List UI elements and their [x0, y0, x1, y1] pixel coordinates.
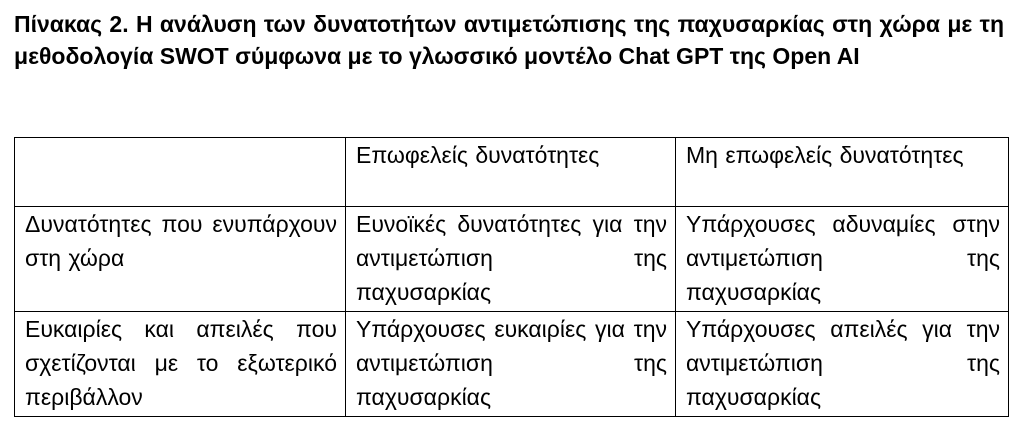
beneficial-cell: Ευνοϊκές δυνατότητες για την αντιμετώπιση της παχυσαρκίας	[346, 207, 676, 312]
swot-table	[14, 137, 1009, 417]
table-row	[15, 312, 1009, 417]
header-non-beneficial-cell: Μη επωφελείς δυνατότητες	[676, 138, 1009, 207]
table-row	[15, 207, 1009, 312]
table-caption: Πίνακας 2. Η ανάλυση των δυνατοτήτων αντιμετώπισης της παχυσαρκίας στη χώρα με τη μεθοδολογία SWOT σύμφωνα με το γλωσσικό μοντέλο Chat GPT της Open AI	[14, 11, 1004, 69]
table-header-row	[15, 138, 1009, 207]
beneficial-cell: Υπάρχουσες ευκαιρίες για την αντιμετώπιση της παχυσαρκίας	[346, 312, 676, 417]
non-beneficial-cell: Υπάρχουσες αδυναμίες στην αντιμετώπιση της παχυσαρκίας	[676, 207, 1009, 312]
non-beneficial-cell: Υπάρχουσες απειλές για την αντιμετώπιση της παχυσαρκίας	[676, 312, 1009, 417]
row-label-cell: Δυνατότητες που ενυπάρχουν στη χώρα	[15, 207, 346, 312]
header-corner-cell	[15, 138, 346, 207]
row-label-cell: Ευκαιρίες και απειλές που σχετίζονται με το εξωτερικό περιβάλλον	[15, 312, 346, 417]
header-beneficial-cell: Επωφελείς δυνατότητες	[346, 138, 676, 207]
